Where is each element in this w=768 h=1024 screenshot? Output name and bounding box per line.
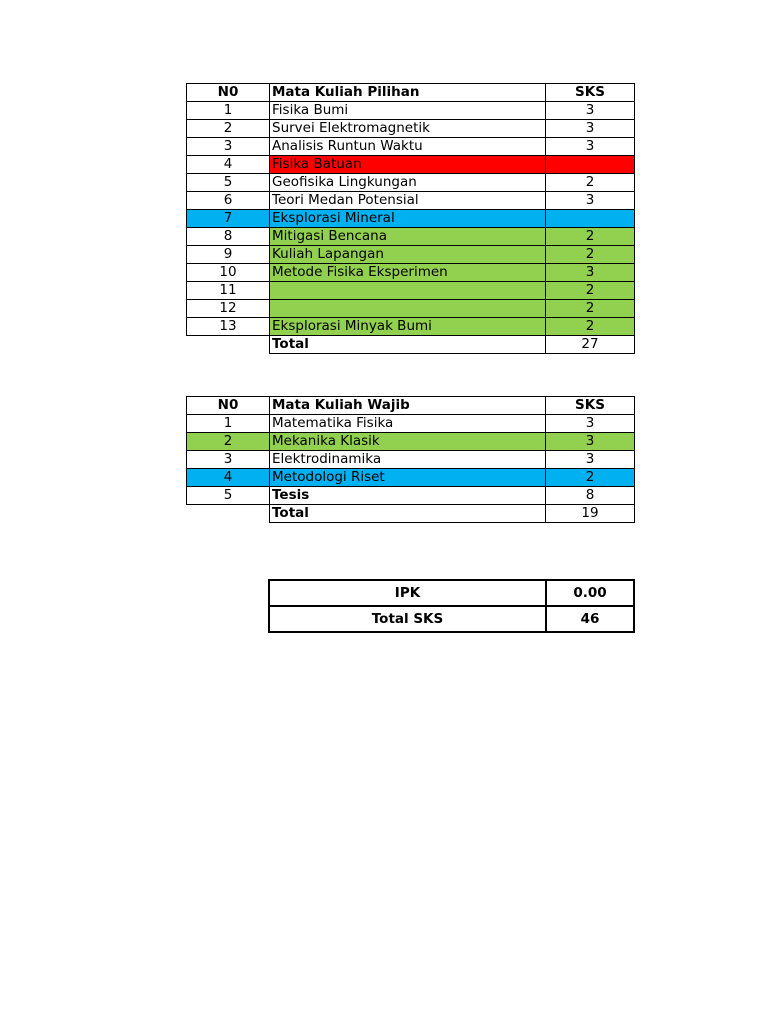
table-row[interactable] — [187, 415, 635, 433]
cell-no[interactable]: 8 — [187, 228, 270, 246]
header-mata-kuliah: Mata Kuliah Wajib — [270, 397, 546, 415]
cell-sks[interactable]: 3 — [546, 120, 635, 138]
cell-name[interactable]: Metodologi Riset — [270, 469, 546, 487]
total-label: Total — [270, 505, 546, 523]
cell-no[interactable]: 13 — [187, 318, 270, 336]
cell-sks-highlight-green[interactable]: 2 — [546, 246, 635, 264]
total-label: Total — [270, 336, 546, 354]
table-row[interactable] — [187, 228, 635, 246]
cell-no[interactable]: 12 — [187, 300, 270, 318]
table-header-row — [187, 84, 635, 102]
cell-sks[interactable]: 3 — [546, 138, 635, 156]
table-row[interactable] — [187, 120, 635, 138]
cell-no[interactable]: 2 — [187, 433, 270, 451]
table-row[interactable] — [187, 318, 635, 336]
table-row[interactable] — [187, 264, 635, 282]
cell-sks-highlight-green[interactable]: 2 — [546, 318, 635, 336]
cell-name[interactable]: Tesis — [270, 487, 546, 505]
cell-sks-highlight-green[interactable]: 3 — [546, 264, 635, 282]
cell-name-highlight-green[interactable] — [270, 282, 546, 300]
table-total-row — [187, 505, 635, 523]
table-row[interactable] — [187, 102, 635, 120]
summary-row-ipk — [269, 580, 634, 606]
header-mata-kuliah: Mata Kuliah Pilihan — [270, 84, 546, 102]
table-row[interactable] — [187, 210, 635, 228]
table-row[interactable] — [187, 282, 635, 300]
cell-no[interactable]: 10 — [187, 264, 270, 282]
cell-no[interactable]: 3 — [187, 138, 270, 156]
cell-sks-highlight-green[interactable]: 2 — [546, 228, 635, 246]
cell-name-highlight-green[interactable]: Eksplorasi Minyak Bumi — [270, 318, 546, 336]
cell-name[interactable]: Elektrodinamika — [270, 451, 546, 469]
table-row[interactable] — [187, 469, 635, 487]
table-row[interactable] — [187, 156, 635, 174]
table-row[interactable] — [187, 174, 635, 192]
table-row[interactable] — [187, 192, 635, 210]
cell-name-highlight-green[interactable]: Kuliah Lapangan — [270, 246, 546, 264]
header-no: N0 — [187, 397, 270, 415]
total-sks-value[interactable]: 46 — [546, 606, 634, 632]
cell-name[interactable]: Survei Elektromagnetik — [270, 120, 546, 138]
cell-blank — [187, 505, 270, 523]
cell-name-highlight-red[interactable]: Fisika Batuan — [270, 156, 546, 174]
cell-no[interactable]: 3 — [187, 451, 270, 469]
cell-name-highlight-green[interactable]: Mitigasi Bencana — [270, 228, 546, 246]
cell-sks[interactable]: 3 — [546, 192, 635, 210]
table-row[interactable] — [187, 138, 635, 156]
cell-sks[interactable]: 3 — [546, 451, 635, 469]
cell-no[interactable]: 5 — [187, 174, 270, 192]
cell-no[interactable]: 6 — [187, 192, 270, 210]
total-value[interactable]: 19 — [546, 505, 635, 523]
cell-sks[interactable] — [546, 210, 635, 228]
cell-name[interactable]: Eksplorasi Mineral — [270, 210, 546, 228]
table-mata-kuliah-wajib — [186, 396, 635, 523]
cell-sks[interactable]: 2 — [546, 469, 635, 487]
cell-name[interactable]: Analisis Runtun Waktu — [270, 138, 546, 156]
cell-sks[interactable]: 2 — [546, 174, 635, 192]
cell-no[interactable]: 7 — [187, 210, 270, 228]
cell-no[interactable]: 1 — [187, 102, 270, 120]
cell-name[interactable]: Matematika Fisika — [270, 415, 546, 433]
table-summary — [268, 579, 635, 633]
cell-name-highlight-green[interactable] — [270, 300, 546, 318]
cell-no[interactable]: 1 — [187, 415, 270, 433]
cell-name[interactable]: Fisika Bumi — [270, 102, 546, 120]
cell-name[interactable]: Teori Medan Potensial — [270, 192, 546, 210]
table-row[interactable] — [187, 451, 635, 469]
cell-name[interactable]: Geofisika Lingkungan — [270, 174, 546, 192]
cell-no[interactable]: 9 — [187, 246, 270, 264]
summary-row-total-sks — [269, 606, 634, 632]
cell-sks[interactable]: 3 — [546, 415, 635, 433]
cell-sks[interactable]: 3 — [546, 102, 635, 120]
cell-no[interactable]: 4 — [187, 469, 270, 487]
cell-no[interactable]: 4 — [187, 156, 270, 174]
cell-sks-highlight-red[interactable] — [546, 156, 635, 174]
table-total-row — [187, 336, 635, 354]
table-row[interactable] — [187, 433, 635, 451]
cell-sks[interactable]: 8 — [546, 487, 635, 505]
table-row[interactable] — [187, 246, 635, 264]
total-sks-label: Total SKS — [269, 606, 546, 632]
cell-no[interactable]: 11 — [187, 282, 270, 300]
cell-no[interactable]: 5 — [187, 487, 270, 505]
cell-sks[interactable]: 3 — [546, 433, 635, 451]
header-sks: SKS — [546, 397, 635, 415]
table-header-row — [187, 397, 635, 415]
table-row[interactable] — [187, 300, 635, 318]
total-value[interactable]: 27 — [546, 336, 635, 354]
cell-sks-highlight-green[interactable]: 2 — [546, 282, 635, 300]
header-sks: SKS — [546, 84, 635, 102]
cell-no[interactable]: 2 — [187, 120, 270, 138]
cell-name[interactable]: Mekanika Klasik — [270, 433, 546, 451]
cell-sks-highlight-green[interactable]: 2 — [546, 300, 635, 318]
table-row[interactable] — [187, 487, 635, 505]
ipk-label: IPK — [269, 580, 546, 606]
table-mata-kuliah-pilihan — [186, 83, 635, 354]
cell-name-highlight-green[interactable]: Metode Fisika Eksperimen — [270, 264, 546, 282]
header-no: N0 — [187, 84, 270, 102]
ipk-value[interactable]: 0.00 — [546, 580, 634, 606]
cell-blank — [187, 336, 270, 354]
